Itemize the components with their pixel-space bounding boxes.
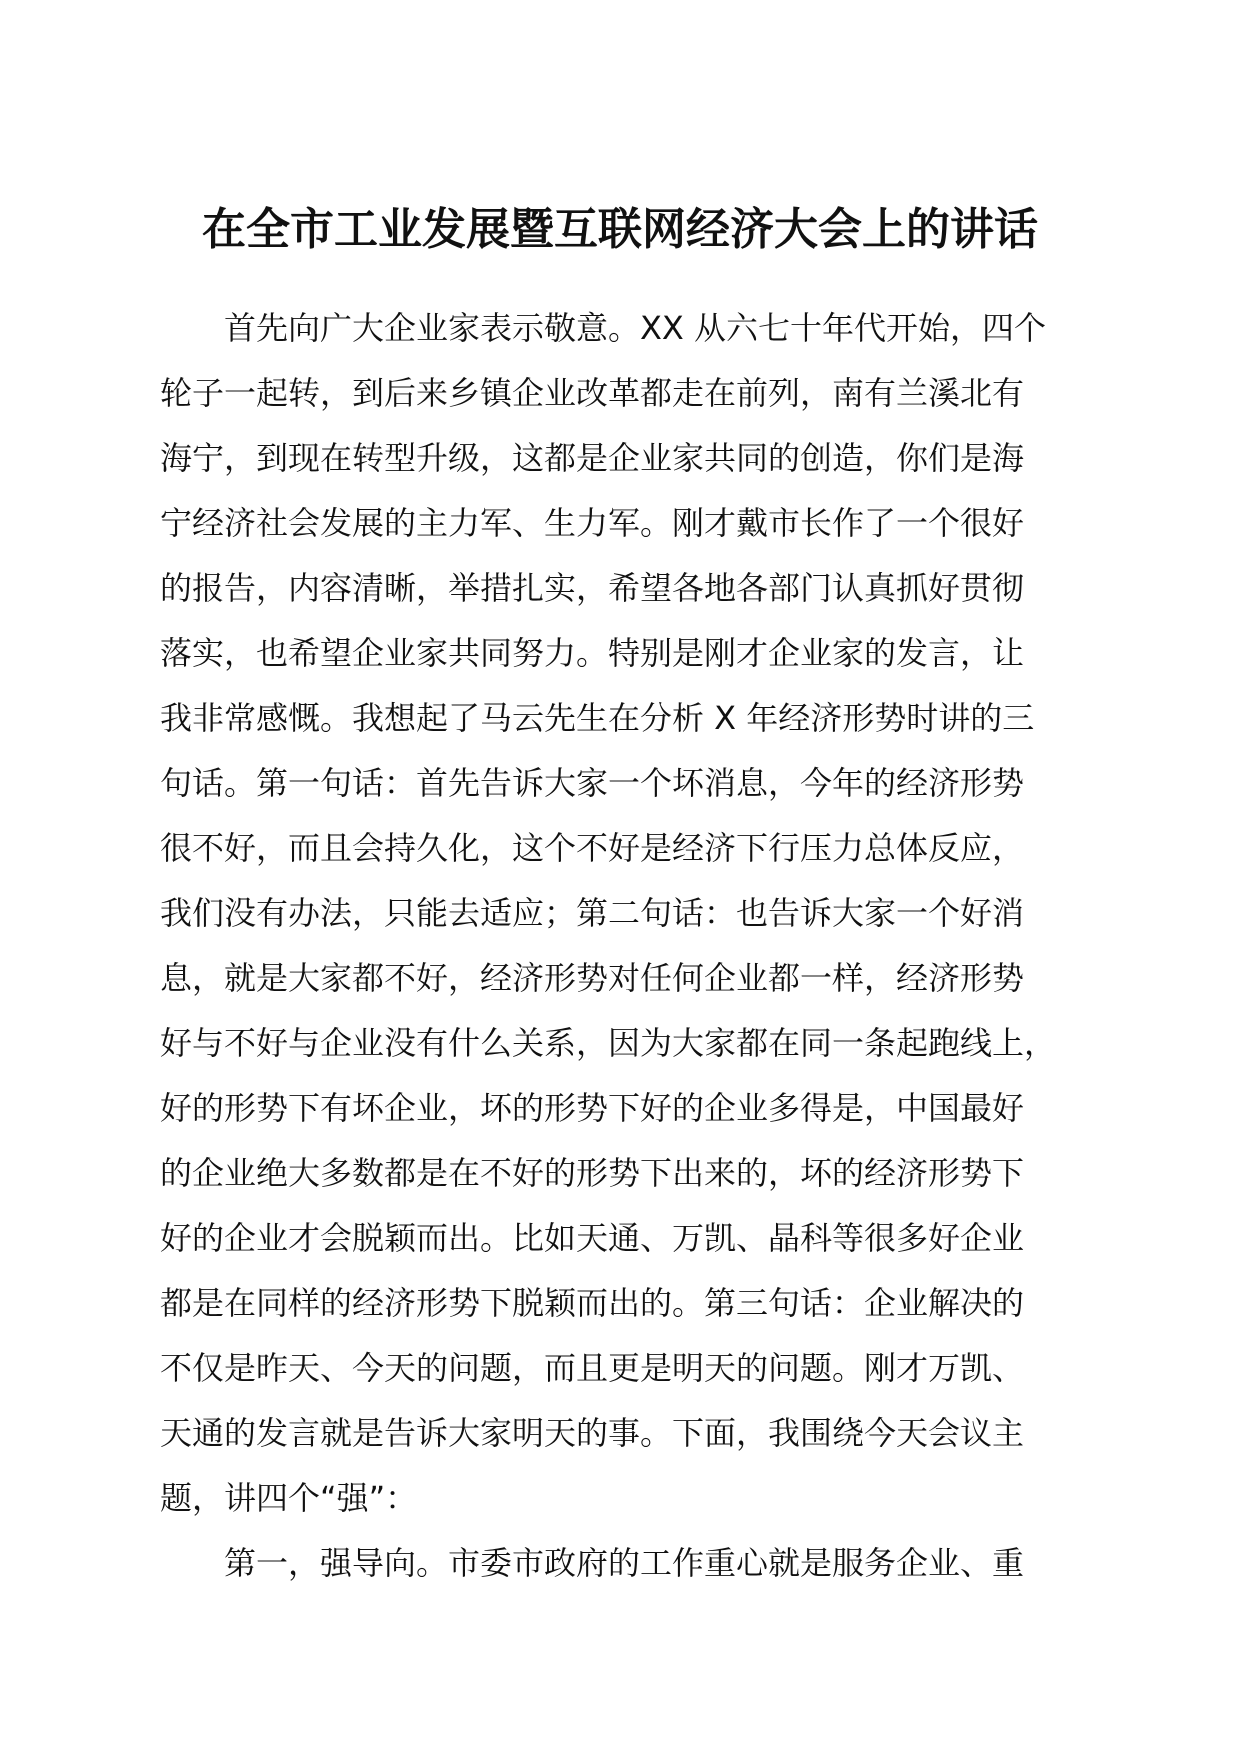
paragraph-line: 海宁，到现在转型升级，这都是企业家共同的创造，你们是海 <box>160 439 1025 477</box>
paragraph-line: 轮子一起转，到后来乡镇企业改革都走在前列，南有兰溪北有 <box>160 374 1025 412</box>
paragraph-line: 的企业绝大多数都是在不好的形势下出来的，坏的经济形势下 <box>160 1154 1025 1192</box>
document-body <box>160 296 1090 1596</box>
paragraph-line: 第一，强导向。市委市政府的工作重心就是服务企业、重 <box>224 1544 1025 1582</box>
paragraph-line: 的报告，内容清晰，举措扎实，希望各地各部门认真抓好贯彻 <box>160 569 1025 607</box>
paragraph-line: 好的形势下有坏企业，坏的形势下好的企业多得是，中国最好 <box>160 1089 1025 1127</box>
paragraph-line: 句话。第一句话：首先告诉大家一个坏消息，今年的经济形势 <box>160 764 1025 802</box>
paragraph-line: 落实，也希望企业家共同努力。特别是刚才企业家的发言，让 <box>160 634 1025 672</box>
paragraph-line: 宁经济社会发展的主力军、生力军。刚才戴市长作了一个很好 <box>160 504 1025 542</box>
paragraph-line: 不仅是昨天、今天的问题，而且更是明天的问题。刚才万凯、 <box>160 1349 1025 1387</box>
paragraph-line: 首先向广大企业家表示敬意。XX 从六七十年代开始，四个 <box>224 309 1047 347</box>
paragraph-line: 很不好，而且会持久化，这个不好是经济下行压力总体反应， <box>160 829 1025 867</box>
paragraph-line: 我非常感慨。我想起了马云先生在分析 X 年经济形势时讲的三 <box>160 699 1035 737</box>
paragraph-line: 好与不好与企业没有什么关系，因为大家都在同一条起跑线上， <box>160 1024 1057 1062</box>
paragraph-line: 好的企业才会脱颖而出。比如天通、万凯、晶科等很多好企业 <box>160 1219 1025 1257</box>
paragraph-line: 都是在同样的经济形势下脱颖而出的。第三句话：企业解决的 <box>160 1284 1025 1322</box>
paragraph-line: 天通的发言就是告诉大家明天的事。下面，我围绕今天会议主 <box>160 1414 1025 1452</box>
document-title: 在全市工业发展暨互联网经济大会上的讲话 <box>202 204 1038 255</box>
paragraph-line: 息，就是大家都不好，经济形势对任何企业都一样，经济形势 <box>160 959 1025 997</box>
paragraph-line: 题，讲四个“强”： <box>160 1479 418 1517</box>
paragraph-line: 我们没有办法，只能去适应；第二句话：也告诉大家一个好消 <box>160 894 1025 932</box>
